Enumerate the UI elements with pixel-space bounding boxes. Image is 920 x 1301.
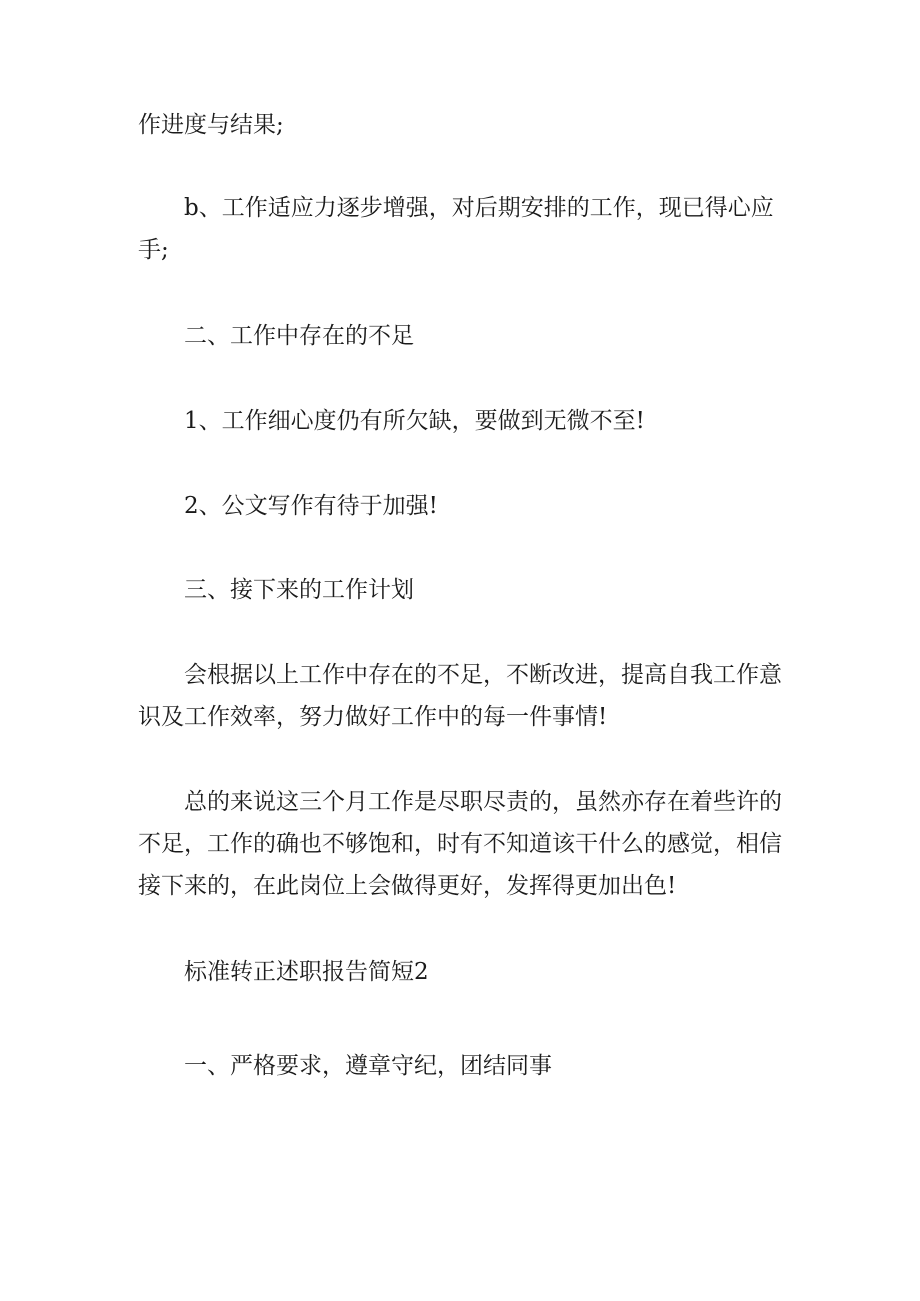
paragraph-summary: 总的来说这三个月工作是尽职尽责的，虽然亦存在着些许的不足，工作的确也不够饱和，时有不知道该干什么的感觉，相信接下来的，在此岗位上会做得更好，发挥得更加出色!: [138, 789, 782, 899]
paragraph-work-plan: 会根据以上工作中存在的不足，不断改进，提高自我工作意识及工作效率，努力做好工作中的每一件事情!: [138, 662, 782, 730]
section-heading-work-plan: 三、接下来的工作计划: [184, 577, 414, 603]
document-title-2: 标准转正述职报告简短2: [184, 959, 429, 985]
paragraph-continuation: 作进度与结果;: [138, 112, 284, 138]
section-heading-shortcomings: 二、工作中存在的不足: [184, 323, 414, 349]
paragraph-item-1: 1、工作细心度仍有所欠缺，要做到无微不至!: [184, 408, 645, 434]
paragraph-item-2: 2、公文写作有待于加强!: [184, 493, 438, 519]
paragraph-item-b: b、工作适应力逐步增强，对后期安排的工作，现已得心应手;: [138, 195, 774, 263]
section-heading-discipline: 一、严格要求，遵章守纪，团结同事: [184, 1053, 552, 1079]
